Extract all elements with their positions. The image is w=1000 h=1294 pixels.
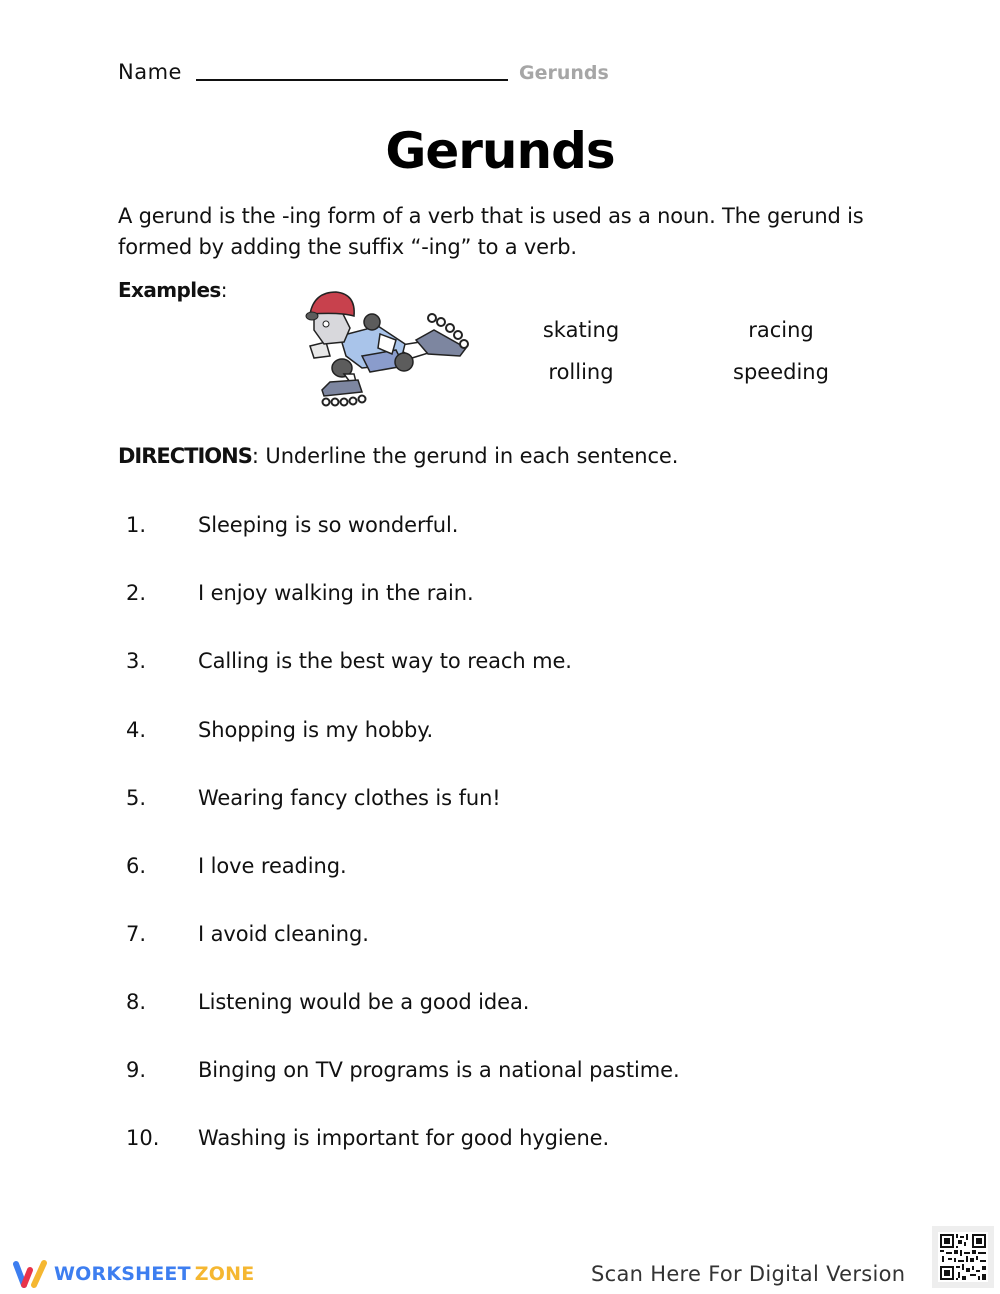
question-row: [118, 854, 818, 884]
worksheet-zone-logo-icon: [10, 1258, 50, 1290]
name-label: Name: [118, 60, 182, 84]
question-row: [118, 649, 818, 679]
question-sentence[interactable]: I avoid cleaning.: [198, 922, 369, 946]
name-input-line[interactable]: [196, 79, 508, 81]
question-number: 3.: [126, 649, 147, 673]
question-number: 8.: [126, 990, 147, 1014]
question-number: 1.: [126, 513, 147, 537]
question-sentence[interactable]: Calling is the best way to reach me.: [198, 649, 572, 673]
example-word: rolling: [548, 360, 614, 384]
examples-label-colon: :: [220, 278, 228, 302]
question-sentence[interactable]: Binging on TV programs is a national pastime.: [198, 1058, 680, 1082]
page-title: Gerunds: [385, 122, 615, 180]
question-row: [118, 990, 818, 1020]
question-row: [118, 718, 818, 748]
question-number: 10.: [126, 1126, 160, 1150]
question-sentence[interactable]: Shopping is my hobby.: [198, 718, 434, 742]
question-sentence[interactable]: Listening would be a good idea.: [198, 990, 530, 1014]
qr-code-icon[interactable]: [932, 1226, 994, 1288]
question-row: [118, 1126, 818, 1156]
example-word: racing: [748, 318, 814, 342]
directions-label: DIRECTIONS: [118, 444, 252, 468]
question-number: 9.: [126, 1058, 147, 1082]
question-sentence[interactable]: Wearing fancy clothes is fun!: [198, 786, 501, 810]
header-topic: Gerunds: [519, 62, 609, 84]
question-sentence[interactable]: I love reading.: [198, 854, 347, 878]
question-row: [118, 1058, 818, 1088]
question-row: [118, 922, 818, 952]
directions-text: : Underline the gerund in each sentence.: [251, 444, 679, 468]
question-row: [118, 786, 818, 816]
question-number: 5.: [126, 786, 147, 810]
question-sentence[interactable]: Sleeping is so wonderful.: [198, 513, 459, 537]
brand-part-zone: ZONE: [194, 1263, 255, 1285]
example-word: speeding: [733, 360, 829, 384]
question-number: 2.: [126, 581, 147, 605]
question-number: 6.: [126, 854, 147, 878]
worksheet-zone-logo-text: [54, 1263, 254, 1285]
scan-caption: Scan Here For Digital Version: [591, 1262, 906, 1286]
examples-label-text: Examples: [118, 278, 221, 302]
example-word: skating: [542, 318, 620, 342]
brand-part-worksheet: WORKSHEET: [54, 1263, 191, 1285]
question-number: 4.: [126, 718, 147, 742]
worksheet-zone-logo[interactable]: [10, 1258, 254, 1290]
intro-paragraph: A gerund is the -ing form of a verb that is used as a noun. The gerund is formed by adding the suffix “-ing” to a verb.: [118, 204, 864, 259]
directions: [118, 444, 678, 468]
roller-skater-illustration: [300, 284, 475, 410]
question-row: [118, 513, 818, 543]
question-row: [118, 581, 818, 611]
question-number: 7.: [126, 922, 147, 946]
question-sentence[interactable]: I enjoy walking in the rain.: [198, 581, 474, 605]
examples-label: [118, 278, 228, 302]
question-sentence[interactable]: Washing is important for good hygiene.: [198, 1126, 610, 1150]
